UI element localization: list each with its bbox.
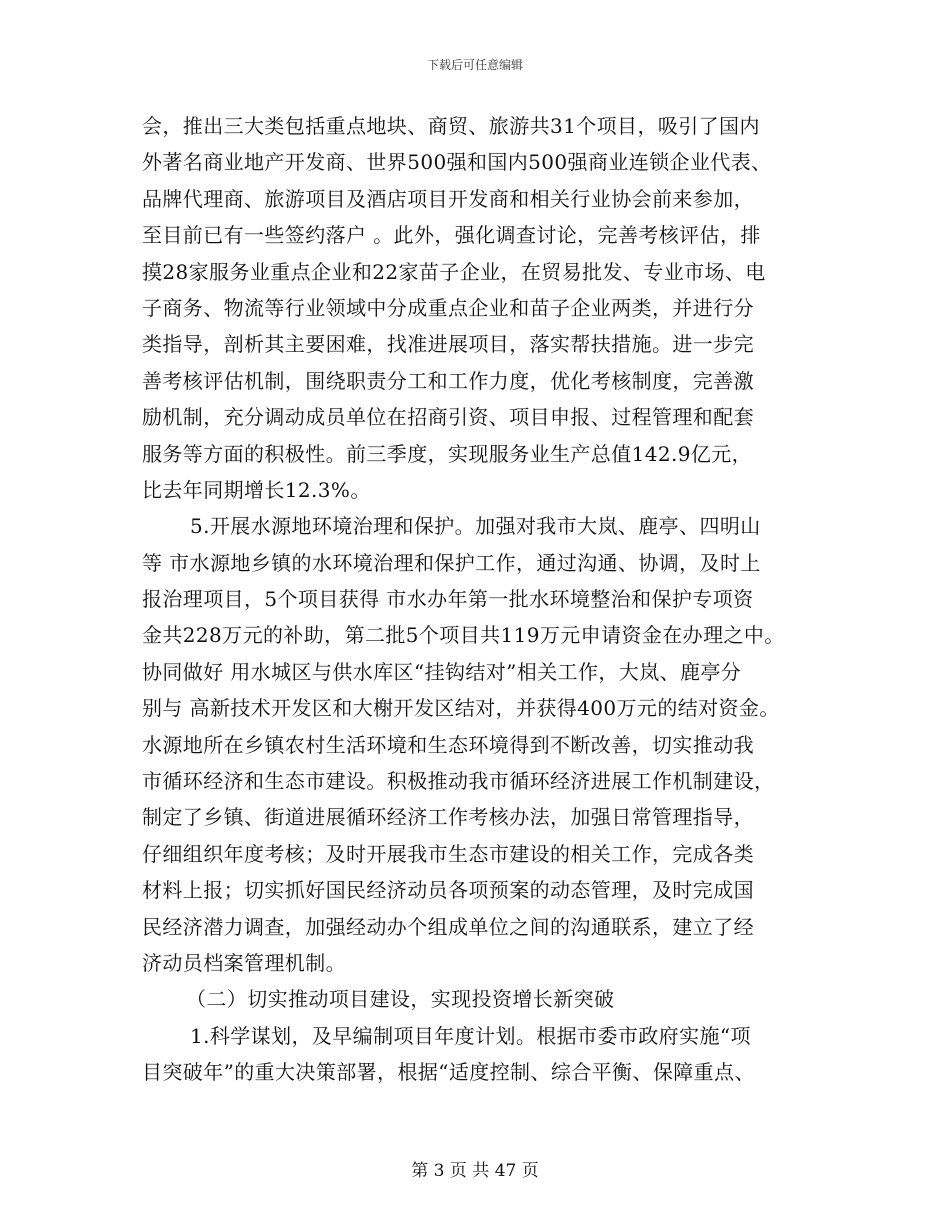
document-line: 比去年同期增长12.3%。 [142, 477, 371, 502]
document-line: 品牌代理商、旅游项目及酒店项目开发商和相关行业协会前来参加， [142, 186, 754, 211]
document-line: 济动员档案管理机制。 [142, 950, 346, 975]
document-line: 至目前已有一些签约落户 。此外，强化调查讨论，完善考核评估，排 [142, 223, 761, 248]
document-line: 5.开展水源地环境治理和保护。加强对我市大岚、鹿亭、四明山 [190, 514, 761, 539]
page-header-note: 下载后可任意编辑 [426, 58, 523, 72]
document-line: 子商务、物流等行业领域中分成重点企业和苗子企业两类，并进行分 [142, 295, 754, 320]
document-line: 材料上报；切实抓好国民经济动员各项预案的动态管理，及时完成国 [142, 878, 754, 903]
document-line: 1.科学谋划，及早编制项目年度计划。根据市委市政府实施“项 [190, 1023, 751, 1048]
document-body [142, 108, 832, 1091]
document-line: 类指导，剖析其主要困难，找准进展项目，落实帮扶措施。进一步完 [142, 332, 754, 357]
document-line: 报治理项目，5个项目获得 市水办年第一批水环境整治和保护专项资 [142, 587, 754, 612]
document-line: 别与 高新技术开发区和大榭开发区结对，并获得400万元的结对资金。 [142, 696, 780, 721]
document-line: 民经济潜力调查，加强经动办个组成单位之间的沟通联系，建立了经 [142, 914, 754, 939]
document-line: 金共228万元的补助，第二批5个项目共119万元申请资金在办理之中。 [142, 623, 785, 648]
document-line: 摸28家服务业重点企业和22家苗子企业，在贸易批发、专业市场、电 [142, 259, 766, 284]
document-line: 协同做好 用水城区与供水库区“挂钩结对”相关工作，大岚、鹿亭分 [142, 659, 742, 684]
document-line: 服务等方面的积极性。前三季度，实现服务业生产总值142.9亿元， [142, 441, 753, 466]
document-line: 制定了乡镇、街道进展循环经济工作考核办法，加强日常管理指导， [142, 805, 754, 830]
page-number-footer: 第 3 页 共 47 页 [411, 1161, 539, 1181]
document-line: 目突破年”的重大决策部署，根据“适度控制、综合平衡、保障重点、 [142, 1060, 755, 1085]
document-line: 外著名商业地产开发商、世界500强和国内500强商业连锁企业代表、 [142, 150, 772, 175]
document-line: 励机制，充分调动成员单位在招商引资、项目申报、过程管理和配套 [142, 405, 754, 430]
document-line: 会，推出三大类包括重点地块、商贸、旅游共31个项目，吸引了国内 [142, 114, 760, 138]
document-line: 仔细组织年度考核；及时开展我市生态市建设的相关工作，完成各类 [142, 841, 754, 866]
document-line: 等 市水源地乡镇的水环境治理和保护工作，通过沟通、协调，及时上 [142, 550, 761, 575]
document-line: （二）切实推动项目建设，实现投资增长新突破 [186, 987, 615, 1012]
document-line: 水源地所在乡镇农村生活环境和生态环境得到不断改善，切实推动我 [142, 732, 754, 757]
document-line: 善考核评估机制，围绕职责分工和工作力度，优化考核制度，完善激 [142, 368, 754, 393]
document-line: 市循环经济和生态市建设。积极推动我市循环经济进展工作机制建设， [142, 769, 775, 794]
